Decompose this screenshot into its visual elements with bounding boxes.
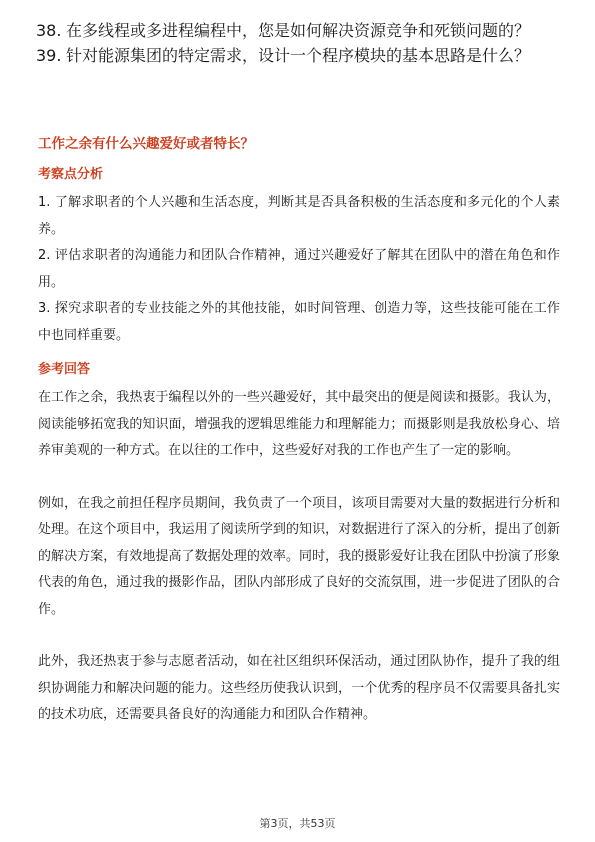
answer-paragraph: 例如，在我之前担任程序员期间，我负责了一个项目，该项目需要对大量的数据进行分析和处理。在这个项目中，我运用了阅读所学到的知识，对数据进行了深入的分析，提出了创新的解决方案，有效地提高了数据处理的效率。同时，我的摄影爱好让我在团队中扮演了形象代表的角色，通过我的摄影作品，团队内部形成了良好的交流氛围，进一步促进了团队的合作。 <box>38 495 560 617</box>
paragraph-spacer <box>38 623 560 649</box>
content-section <box>38 134 560 729</box>
answer-paragraph: 在工作之余，我热衷于编程以外的一些兴趣爱好，其中最突出的便是阅读和摄影。我认为，阅读能够拓宽我的知识面，增强我的逻辑思维能力和理解能力；而摄影则是我放松身心、培养审美观的一种方式。在以往的工作中，这些爱好对我的工作也产生了一定的影响。 <box>38 390 560 458</box>
analysis-point: 3. 探究求职者的专业技能之外的其他技能，如时间管理、创造力等，这些技能可能在工作中也同样重要。 <box>38 301 560 343</box>
question-item <box>36 20 566 42</box>
question-text: 在多线程或多进程编程中，您是如何解决资源竞争和死锁问题的？ <box>66 21 531 40</box>
analysis-point: 2. 评估求职者的沟通能力和团队合作精神，通过兴趣爱好了解其在团队中的潜在角色和作用。 <box>38 248 560 290</box>
question-number: 38. <box>36 21 62 40</box>
analysis-point: 1. 了解求职者的个人兴趣和生活态度，判断其是否具备积极的生活态度和多元化的个人素养。 <box>38 195 560 237</box>
question-list <box>36 20 566 70</box>
points-title: 考察点分析 <box>38 167 104 182</box>
answer-title: 参考回答 <box>38 362 91 377</box>
page-footer: 第3页，共53页 <box>259 817 336 830</box>
question-text: 针对能源集团的特定需求，设计一个程序模块的基本思路是什么？ <box>66 46 531 65</box>
question-item <box>36 45 566 67</box>
paragraph-spacer <box>38 465 560 491</box>
section-title: 工作之余有什么兴趣爱好或者特长？ <box>38 136 254 152</box>
answer-paragraph: 此外，我还热衷于参与志愿者活动，如在社区组织环保活动，通过团队协作，提升了我的组织协调能力和解决问题的能力。这些经历使我认识到，一个优秀的程序员不仅需要具备扎实的技术功底，还需要具备良好的沟通能力和团队合作精神。 <box>38 654 560 722</box>
question-number: 39. <box>36 46 62 65</box>
